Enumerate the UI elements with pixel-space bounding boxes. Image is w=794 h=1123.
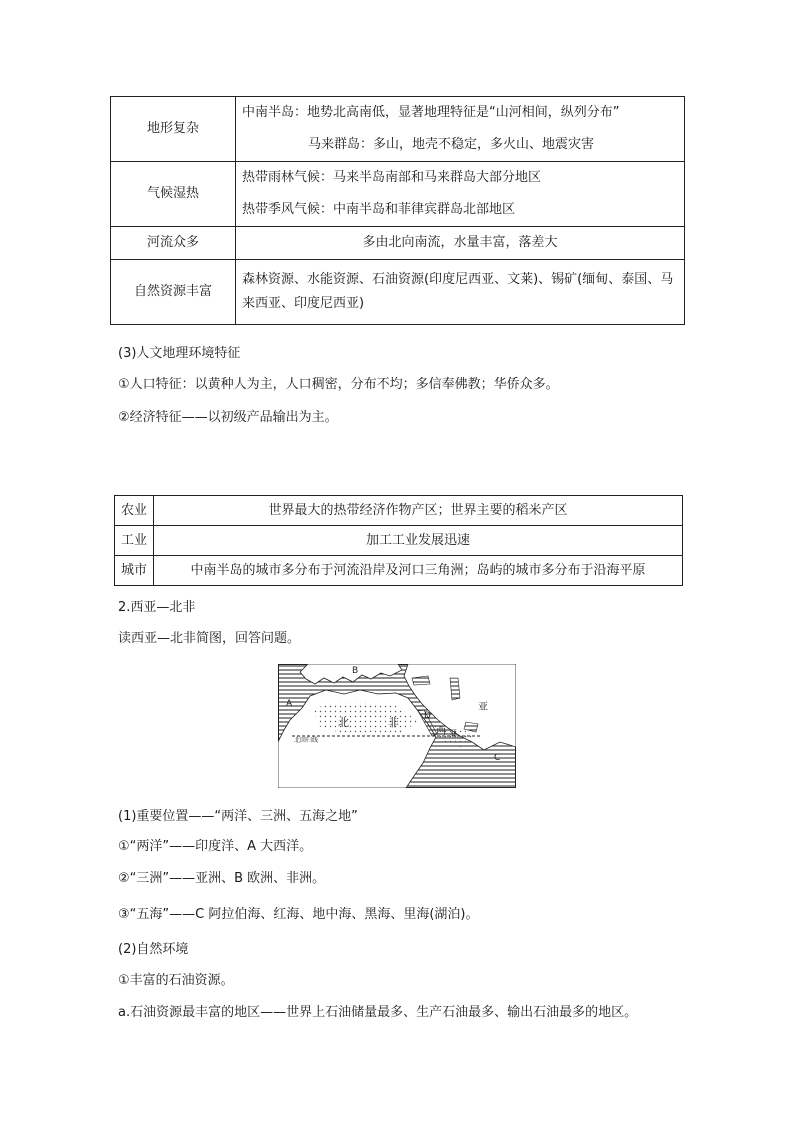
map-label-asia: 亚 xyxy=(478,702,488,713)
row-label: 自然资源丰富 xyxy=(111,260,236,325)
map-label-west: 西 xyxy=(436,726,446,737)
map-label-a: A xyxy=(286,699,293,709)
section-heading: (1)重要位置——“两洋、三洲、五海之地” xyxy=(118,809,358,824)
west-asia-north-africa-map xyxy=(278,664,516,788)
section-title: 2.西亚—北非 xyxy=(118,600,196,615)
map-label-asia-small: 亚 xyxy=(450,729,457,737)
natural-features-table xyxy=(110,96,685,325)
row-label: 气候湿热 xyxy=(111,162,236,227)
table-row xyxy=(115,526,683,556)
row-content xyxy=(236,227,685,260)
paragraph: ①丰富的石油资源。 xyxy=(118,973,234,988)
paragraph: ②“三洲”——亚洲、B 欧洲、非洲。 xyxy=(118,871,326,886)
row-label: 河流众多 xyxy=(111,227,236,260)
paragraph: ③“五海”——C 阿拉伯海、红海、地中海、黑海、里海(湖泊)。 xyxy=(118,907,479,922)
paragraph: ①“两洋”——印度洋、A 大西洋。 xyxy=(118,839,313,854)
row-line: 马来群岛：多山，地壳不稳定，多火山、地震灾害 xyxy=(308,137,595,152)
map-label-africa: 非 xyxy=(388,716,399,729)
table-row xyxy=(115,556,683,586)
row-line: 多由北向南流，水量丰富，落差大 xyxy=(362,235,558,250)
row-line: 热带雨林气候：马来半岛南部和马来群岛大部分地区 xyxy=(242,170,542,185)
paragraph: a.石油资源最丰富的地区——世界上石油储量最多、生产石油最多、输出石油最多的地区。 xyxy=(118,1005,638,1020)
row-text: 森林资源、水能资源、石油资源(印度尼西亚、文莱)、锡矿(缅甸、泰国、马来西亚、印度尼西亚) xyxy=(242,272,674,311)
map-label-c: C xyxy=(494,753,501,763)
paragraph: ①人口特征：以黄种人为主，人口稠密，分布不均；多信奉佛教；华侨众多。 xyxy=(118,377,559,392)
row-value: 加工工业发展迅速 xyxy=(154,526,683,556)
map-label-d: D xyxy=(424,711,431,721)
table-row xyxy=(115,496,683,526)
economy-table xyxy=(114,495,683,586)
row-label: 地形复杂 xyxy=(111,97,236,162)
section-heading: (3)人文地理环境特征 xyxy=(118,346,241,361)
section-heading: (2)自然环境 xyxy=(118,942,189,957)
table-row xyxy=(111,162,685,227)
table-row xyxy=(111,97,685,162)
row-line: 中南半岛：地势北高南低，显著地理特征是“山河相间，纵列分布” xyxy=(242,105,620,120)
row-label: 农业 xyxy=(115,496,154,526)
row-content xyxy=(236,162,685,227)
paragraph: 读西亚—北非简图，回答问题。 xyxy=(118,631,301,646)
map-label-b: B xyxy=(352,666,359,676)
row-label: 城市 xyxy=(115,556,154,586)
map-label-north: 北 xyxy=(338,716,349,729)
row-content xyxy=(236,260,685,325)
row-content xyxy=(236,97,685,162)
row-value: 世界最大的热带经济作物产区；世界主要的稻米产区 xyxy=(154,496,683,526)
map-label-tropic: 北回归线 xyxy=(294,737,319,744)
table-row xyxy=(111,227,685,260)
caspian-sea xyxy=(450,678,460,700)
row-line: 热带季风气候：中南半岛和菲律宾群岛北部地区 xyxy=(242,202,516,217)
table-row xyxy=(111,260,685,325)
row-label: 工业 xyxy=(115,526,154,556)
paragraph: ②经济特征——以初级产品输出为主。 xyxy=(118,410,338,425)
row-value: 中南半岛的城市多分布于河流沿岸及河口三角洲；岛屿的城市多分布于沿海平原 xyxy=(154,556,683,586)
